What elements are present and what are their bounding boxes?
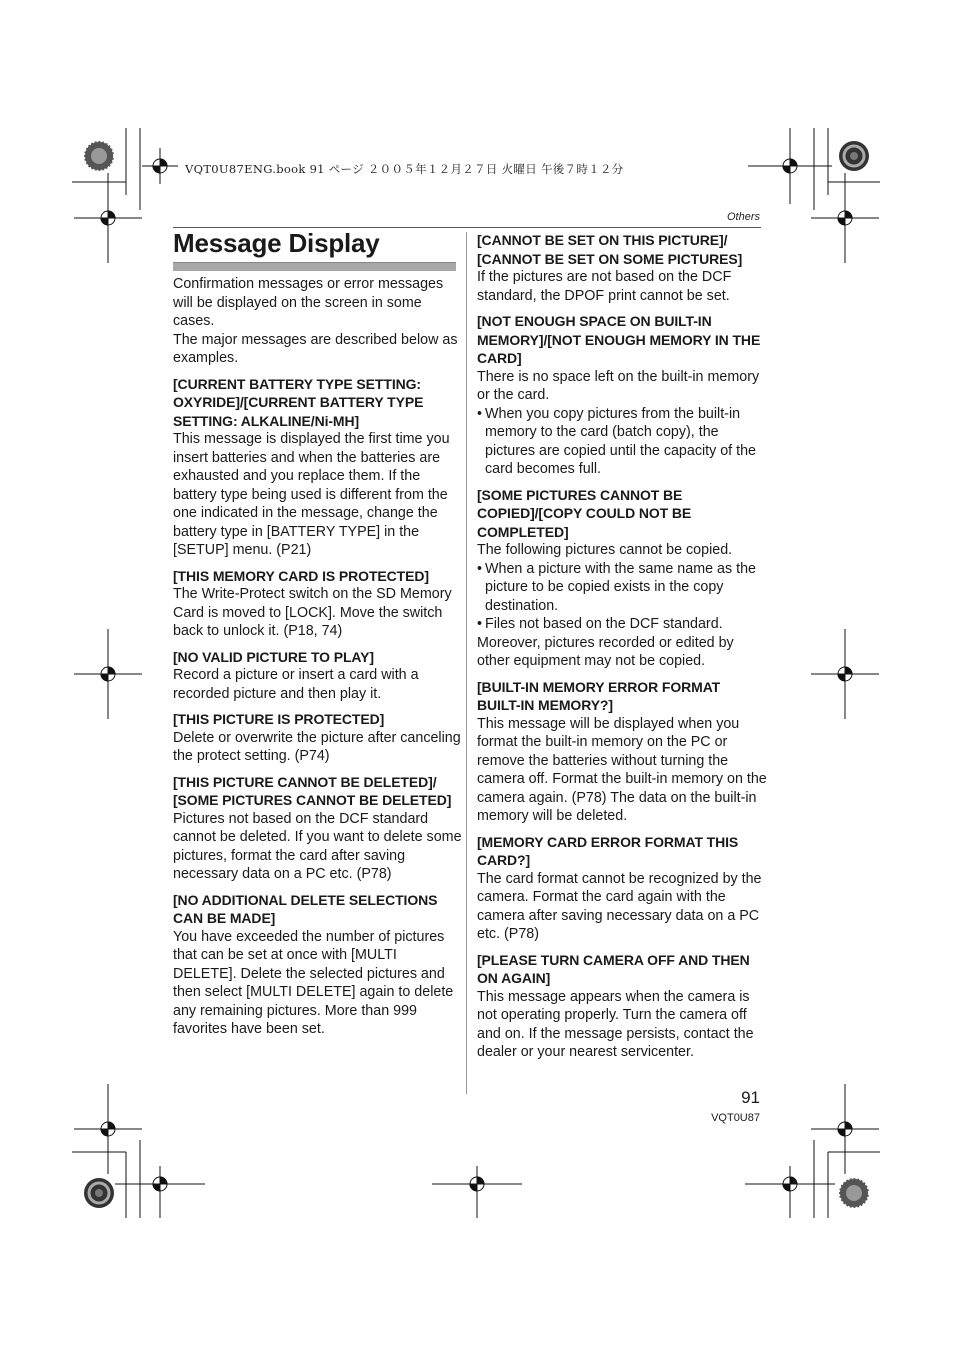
message-heading: [MEMORY CARD ERROR FORMAT THIS CARD?] [477,833,739,868]
message-entry-cannot-copy [477,486,767,671]
message-description-tail: Moreover, pictures recorded or edited by other equipment may not be copied. [477,634,734,669]
intro [173,275,463,368]
message-entry-memory-card-error [477,833,767,944]
message-heading: [SOME PICTURES CANNOT BE COPIED]/[COPY COULD NOT BE COMPLETED] [477,486,692,540]
message-description: The card format cannot be recognized by the camera. Format the card again with the camera after saving necessary data on a PC etc. (P78) [477,870,762,942]
message-heading: [THIS PICTURE CANNOT BE DELETED]/ [SOME PICTURES CANNOT BE DELETED] [173,773,452,808]
message-entry-turn-camera-off [477,951,767,1062]
message-entry-cannot-set [477,231,767,305]
message-entry-picture-protected [173,710,463,766]
message-description: The following pictures cannot be copied. [477,542,733,558]
message-description: This message will be displayed when you format the built-in memory on the PC or remove the batteries without turning the camera off. Format the built-in memory on the camera again. (P78) The data on the built-in memory will be deleted. [477,715,767,824]
message-entry-not-enough-space [477,312,767,479]
message-heading: [BUILT-IN MEMORY ERROR FORMAT BUILT-IN MEMORY?] [477,678,721,713]
message-entry-battery-type [173,375,463,560]
page-title: Message Display [173,228,380,258]
message-description: Pictures not based on the DCF standard cannot be deleted. If you want to delete some pictures, format the card after saving necessary data on a PC etc. (P78) [173,810,462,882]
message-heading: [NO VALID PICTURE TO PLAY] [173,648,374,665]
message-heading: [CANNOT BE SET ON THIS PICTURE]/ [CANNOT BE SET ON SOME PICTURES] [477,232,743,267]
column-divider [466,232,467,1094]
message-heading: [CURRENT BATTERY TYPE SETTING: OXYRIDE]/[CURRENT BATTERY TYPE SETTING: ALKALINE/Ni-MH] [173,375,424,429]
message-heading: [NOT ENOUGH SPACE ON BUILT-IN MEMORY]/[NOT ENOUGH MEMORY IN THE CARD] [477,313,761,366]
message-description: This message appears when the camera is not operating properly. Turn the camera off and on. If the message persists, contact the dealer or your nearest servicenter. [477,988,754,1060]
message-description: This message is displayed the first time you insert batteries and when the batteries are exhausted and you replace them. If the battery type being used is different from the one indicated in the message, change the battery type in [BATTERY TYPE] in the [SETUP] menu. (P21) [173,431,450,558]
message-description: Delete or overwrite the picture after canceling the protect setting. (P74) [173,729,461,764]
bullet-list [477,560,767,634]
message-description: The Write-Protect switch on the SD Memory Card is moved to [LOCK]. Move the switch back to unlock it. (P18, 74) [173,586,452,639]
bullet-item: • Files not based on the DCF standard. [477,615,767,634]
message-description: There is no space left on the built-in memory or the card. [477,368,760,403]
message-entry-builtin-memory-error [477,678,767,826]
message-description: You have exceeded the number of pictures that can be set at once with [MULTI DELETE]. Delete the selected pictures and then select [MULTI DELETE] again to delete any remaining pictures. More than 999 favorites have been set. [173,928,454,1037]
bullet-item: • When a picture with the same name as the picture to be copied exists in the copy destination. [477,560,767,616]
intro-paragraph: The major messages are described below as examples. [173,331,458,366]
page-code: VQT0U87 [711,1112,760,1124]
print-header: VQT0U87ENG.book 91 ページ ２００５年１２月２７日 火曜日 午後７時１２分 [185,162,624,176]
bullet-item: • When you copy pictures from the built-in memory to the card (batch copy), the pictures are copied until the capacity of the card becomes full. [477,405,767,479]
message-heading: [NO ADDITIONAL DELETE SELECTIONS CAN BE MADE] [173,891,438,926]
message-heading: [PLEASE TURN CAMERA OFF AND THEN ON AGAIN] [477,951,750,986]
page-number: 91 [741,1088,760,1107]
message-heading: [THIS PICTURE IS PROTECTED] [173,711,385,727]
section-label: Others [726,211,760,223]
intro-paragraph: Confirmation messages or error messages will be displayed on the screen in some cases. [173,276,444,329]
message-entry-cannot-delete [173,773,463,884]
title-underline-bar [173,262,456,271]
message-entry-card-protected [173,567,463,641]
right-column [477,231,767,1069]
message-description: If the pictures are not based on the DCF standard, the DPOF print cannot be set. [477,269,732,304]
left-column [173,275,463,1046]
message-entry-no-additional-delete [173,891,463,1039]
message-heading: [THIS MEMORY CARD IS PROTECTED] [173,567,429,584]
message-description: Record a picture or insert a card with a recorded picture and then play it. [173,667,419,702]
bullet-list [477,405,767,479]
message-entry-no-valid-picture [173,648,463,704]
